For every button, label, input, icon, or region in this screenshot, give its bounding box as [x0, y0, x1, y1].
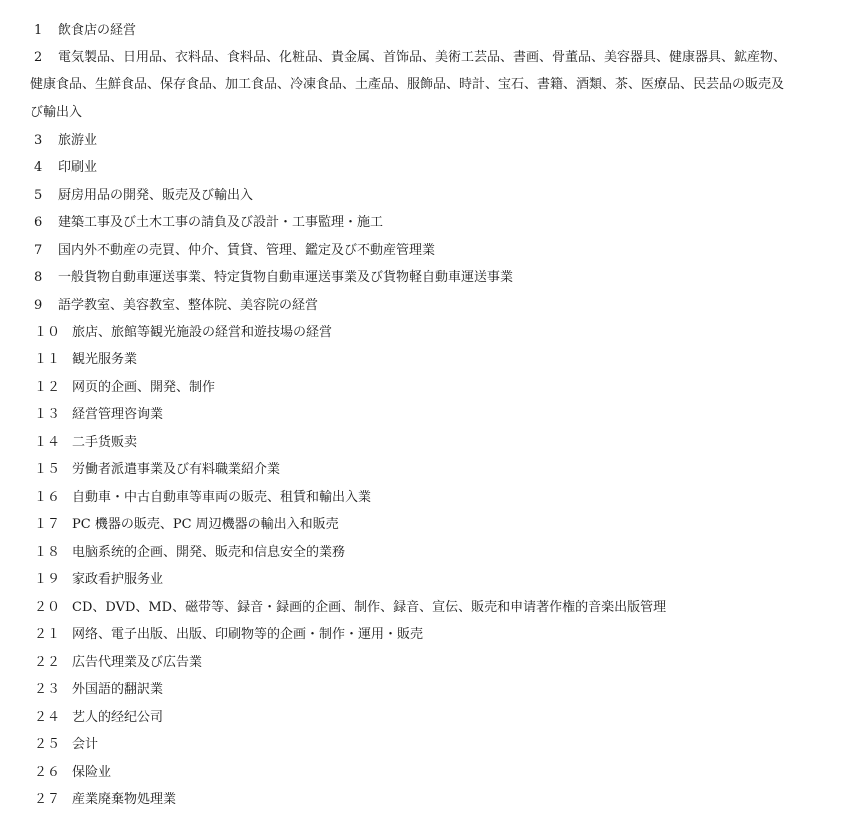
item-text: 経営管理咨询業: [72, 407, 164, 422]
list-item: [34, 759, 834, 787]
list-item: [34, 17, 834, 45]
item-number: １６: [34, 490, 61, 505]
item-number: 5: [34, 188, 43, 203]
item-text: 自動車・中古自動車等車両の販売、租賃和輸出入業: [72, 490, 372, 505]
list-item: [34, 374, 834, 402]
item-text: 艺人的经纪公司: [72, 710, 164, 725]
item-number: １８: [34, 545, 61, 560]
item-number: １２: [34, 380, 61, 395]
item-number: ２３: [34, 682, 61, 697]
list-item: [34, 154, 834, 182]
item-text: 電気製品、日用品、衣料品、食料品、化粧品、貴金属、首饰品、美術工芸品、書画、骨董品、美容器具、健康器具、鉱産物、: [58, 50, 787, 65]
item-text: 旅店、旅館等観光施設の経営和遊技場の経営: [72, 325, 333, 340]
item-number: １３: [34, 407, 61, 422]
item-number: ２７: [34, 792, 61, 807]
item-number: 6: [34, 215, 43, 230]
item-text: 飲食店の経営: [58, 23, 137, 38]
list-item: [34, 264, 834, 292]
item-number: ２６: [34, 765, 61, 780]
item-number: １０: [34, 325, 61, 340]
item-number: １１: [34, 352, 61, 367]
item-text: 保险业: [72, 765, 112, 780]
list-item: [34, 649, 834, 677]
item-number: 4: [34, 160, 43, 175]
item-number: １７: [34, 517, 61, 532]
list-item: [34, 676, 834, 704]
list-item: [34, 401, 834, 429]
item-number: ２０: [34, 600, 61, 615]
item-text: 観光服务業: [72, 352, 138, 367]
item-text: 産業廃棄物処理業: [72, 792, 177, 807]
item-text: 国内外不動産の売買、仲介、賃貸、管理、鑑定及び不動産管理業: [58, 243, 436, 258]
item-number: ２２: [34, 655, 61, 670]
item-text: 一般貨物自動車運送事業、特定貨物自動車運送事業及び貨物軽自動車運送事業: [58, 270, 514, 285]
list-item-continuation: [30, 71, 830, 99]
item-text: PC 機器の販売、PC 周辺機器の輸出入和販売: [72, 517, 339, 532]
list-item: [34, 429, 834, 457]
item-text: 二手货贩卖: [72, 435, 138, 450]
item-number: ２１: [34, 627, 61, 642]
list-item-continuation: [30, 99, 830, 127]
list-item: [34, 786, 834, 814]
item-text: 語学教室、美容教室、整体院、美容院の経営: [58, 298, 319, 313]
item-text-continuation: び輸出入: [30, 105, 83, 120]
item-number: ２４: [34, 710, 61, 725]
list-item: [34, 704, 834, 732]
item-text: CD、DVD、MD、磁带等、録音・録画的企画、制作、録音、宣伝、販売和申请著作権的音楽出版管理: [72, 600, 667, 615]
item-text: 厨房用品の開発、販売及び輸出入: [58, 188, 254, 203]
list-item: [34, 594, 834, 622]
list-item: [34, 511, 834, 539]
item-text: 労働者派遣事業及び有料職業紹介業: [72, 462, 281, 477]
list-item: [34, 237, 834, 265]
item-text-continuation: 健康食品、生鮮食品、保存食品、加工食品、冷凍食品、土產品、服飾品、時計、宝石、書籍、酒類、茶、医療品、民芸品の販売及: [30, 77, 785, 92]
list-item: [34, 44, 834, 72]
item-number: １４: [34, 435, 61, 450]
item-text: 建築工事及び土木工事の請負及び設計・工事監理・施工: [58, 215, 384, 230]
item-text: 旅游业: [58, 133, 98, 148]
list-item: [34, 209, 834, 237]
list-item: [34, 319, 834, 347]
item-number: 1: [34, 23, 43, 38]
list-item: [34, 346, 834, 374]
item-text: 外国語的翻訳業: [72, 682, 164, 697]
item-text: 网络、電子出版、出版、印刷物等的企画・制作・運用・販売: [72, 627, 424, 642]
item-text: 会计: [72, 737, 99, 752]
list-item: [34, 456, 834, 484]
list-item: [34, 484, 834, 512]
item-number: 2: [34, 50, 43, 65]
item-number: ２５: [34, 737, 61, 752]
item-text: 家政看护服务业: [72, 572, 164, 587]
list-item: [34, 566, 834, 594]
list-item: [34, 731, 834, 759]
item-number: 3: [34, 133, 43, 148]
list-item: [34, 539, 834, 567]
item-text: 広告代理業及び広告業: [72, 655, 203, 670]
item-text: 网页的企画、開発、制作: [72, 380, 216, 395]
list-item: [34, 182, 834, 210]
item-text: 印刷业: [58, 160, 98, 175]
list-item: [34, 292, 834, 320]
item-text: 电脑系统的企画、開発、販売和信息安全的業務: [72, 545, 346, 560]
list-item: [34, 621, 834, 649]
list-item: [34, 127, 834, 155]
item-number: 9: [34, 298, 43, 313]
item-number: １５: [34, 462, 61, 477]
item-number: 8: [34, 270, 43, 285]
item-number: １９: [34, 572, 61, 587]
item-number: 7: [34, 243, 43, 258]
